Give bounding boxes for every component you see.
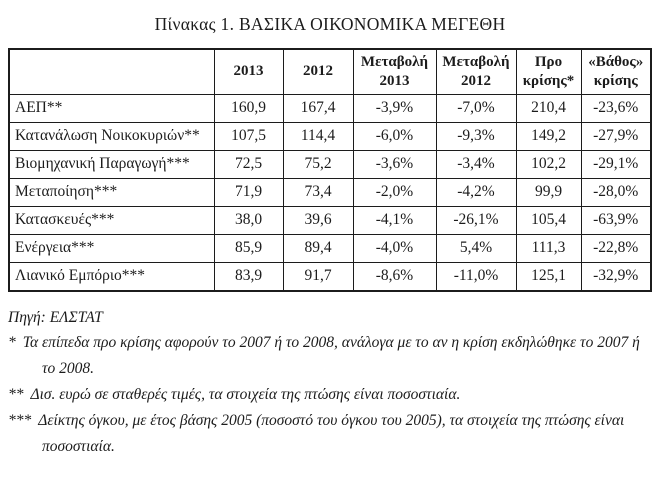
column-header-change-2013: Μεταβολή 2013 xyxy=(353,49,436,94)
table-row-manufacturing xyxy=(9,178,651,206)
footnote-text: Δισ. ευρώ σε σταθερές τιμές, τα στοιχεία της πτώσης είναι ποσοστιαία. xyxy=(30,385,461,403)
cell-pre-crisis: 149,2 xyxy=(516,122,581,150)
row-label: Κατανάλωση Νοικοκυριών** xyxy=(9,122,214,150)
footnote-billions-euro xyxy=(8,382,652,408)
cell-crisis-depth: -63,9% xyxy=(581,206,651,234)
cell-2013: 107,5 xyxy=(214,122,283,150)
cell-change-2012: -3,4% xyxy=(436,150,516,178)
column-header-2013: 2013 xyxy=(214,49,283,94)
column-header-2012: 2012 xyxy=(283,49,353,94)
footnote-marker: ** xyxy=(8,385,24,403)
cell-pre-crisis: 125,1 xyxy=(516,262,581,291)
column-header-change-2012: Μεταβολή 2012 xyxy=(436,49,516,94)
column-header-pre-crisis: Προ κρίσης* xyxy=(516,49,581,94)
cell-pre-crisis: 99,9 xyxy=(516,178,581,206)
cell-pre-crisis: 105,4 xyxy=(516,206,581,234)
cell-2013: 83,9 xyxy=(214,262,283,291)
cell-pre-crisis: 210,4 xyxy=(516,94,581,122)
cell-crisis-depth: -27,9% xyxy=(581,122,651,150)
cell-2013: 160,9 xyxy=(214,94,283,122)
column-header-crisis-depth: «Βάθος» κρίσης xyxy=(581,49,651,94)
cell-change-2012: -26,1% xyxy=(436,206,516,234)
table-row-household-consumption xyxy=(9,122,651,150)
footnote-text: Δείκτης όγκου, με έτος βάσης 2005 (ποσοστό του όγκου του 2005), τα στοιχεία της πτώσης είναι ποσοστιαία. xyxy=(38,411,625,455)
cell-change-2013: -2,0% xyxy=(353,178,436,206)
table-row-industrial-production xyxy=(9,150,651,178)
cell-crisis-depth: -29,1% xyxy=(581,150,651,178)
cell-2013: 72,5 xyxy=(214,150,283,178)
cell-2012: 73,4 xyxy=(283,178,353,206)
table-title: Πίνακας 1. ΒΑΣΙΚΑ ΟΙΚΟΝΟΜΙΚΑ ΜΕΓΕΘΗ xyxy=(154,14,506,34)
header-row xyxy=(9,49,651,94)
cell-change-2013: -6,0% xyxy=(353,122,436,150)
cell-change-2012: -4,2% xyxy=(436,178,516,206)
cell-change-2013: -4,0% xyxy=(353,234,436,262)
row-label: Λιανικό Εμπόριο*** xyxy=(9,262,214,291)
cell-2013: 38,0 xyxy=(214,206,283,234)
cell-change-2013: -4,1% xyxy=(353,206,436,234)
cell-2012: 167,4 xyxy=(283,94,353,122)
cell-change-2013: -3,9% xyxy=(353,94,436,122)
row-label: Ενέργεια*** xyxy=(9,234,214,262)
economic-table xyxy=(8,48,652,292)
footnote-pre-crisis xyxy=(8,330,652,382)
footnote-text: Τα επίπεδα προ κρίσης αφορούν το 2007 ή το 2008, ανάλογα με το αν η κρίση εκδηλώθηκε το 2007 ή το 2008. xyxy=(22,333,640,377)
cell-change-2012: -9,3% xyxy=(436,122,516,150)
cell-2012: 91,7 xyxy=(283,262,353,291)
footnote-marker: * xyxy=(8,333,16,351)
cell-crisis-depth: -32,9% xyxy=(581,262,651,291)
cell-change-2013: -3,6% xyxy=(353,150,436,178)
cell-change-2013: -8,6% xyxy=(353,262,436,291)
cell-2012: 89,4 xyxy=(283,234,353,262)
cell-2012: 39,6 xyxy=(283,206,353,234)
corner-cell xyxy=(9,49,214,94)
row-label: Βιομηχανική Παραγωγή*** xyxy=(9,150,214,178)
table-row-gdp xyxy=(9,94,651,122)
cell-change-2012: -7,0% xyxy=(436,94,516,122)
cell-change-2012: 5,4% xyxy=(436,234,516,262)
cell-change-2012: -11,0% xyxy=(436,262,516,291)
cell-2012: 114,4 xyxy=(283,122,353,150)
cell-2012: 75,2 xyxy=(283,150,353,178)
footnote-marker: *** xyxy=(8,411,32,429)
cell-pre-crisis: 111,3 xyxy=(516,234,581,262)
cell-crisis-depth: -28,0% xyxy=(581,178,651,206)
table-row-energy xyxy=(9,234,651,262)
table-row-construction xyxy=(9,206,651,234)
row-label: Μεταποίηση*** xyxy=(9,178,214,206)
cell-pre-crisis: 102,2 xyxy=(516,150,581,178)
row-label: ΑΕΠ** xyxy=(9,94,214,122)
cell-2013: 85,9 xyxy=(214,234,283,262)
table-row-retail-trade xyxy=(9,262,651,291)
cell-crisis-depth: -22,8% xyxy=(581,234,651,262)
cell-2013: 71,9 xyxy=(214,178,283,206)
row-label: Κατασκευές*** xyxy=(9,206,214,234)
source-note: Πηγή: ΕΛΣΤΑΤ xyxy=(8,308,103,326)
footnote-volume-index xyxy=(8,408,652,460)
cell-crisis-depth: -23,6% xyxy=(581,94,651,122)
